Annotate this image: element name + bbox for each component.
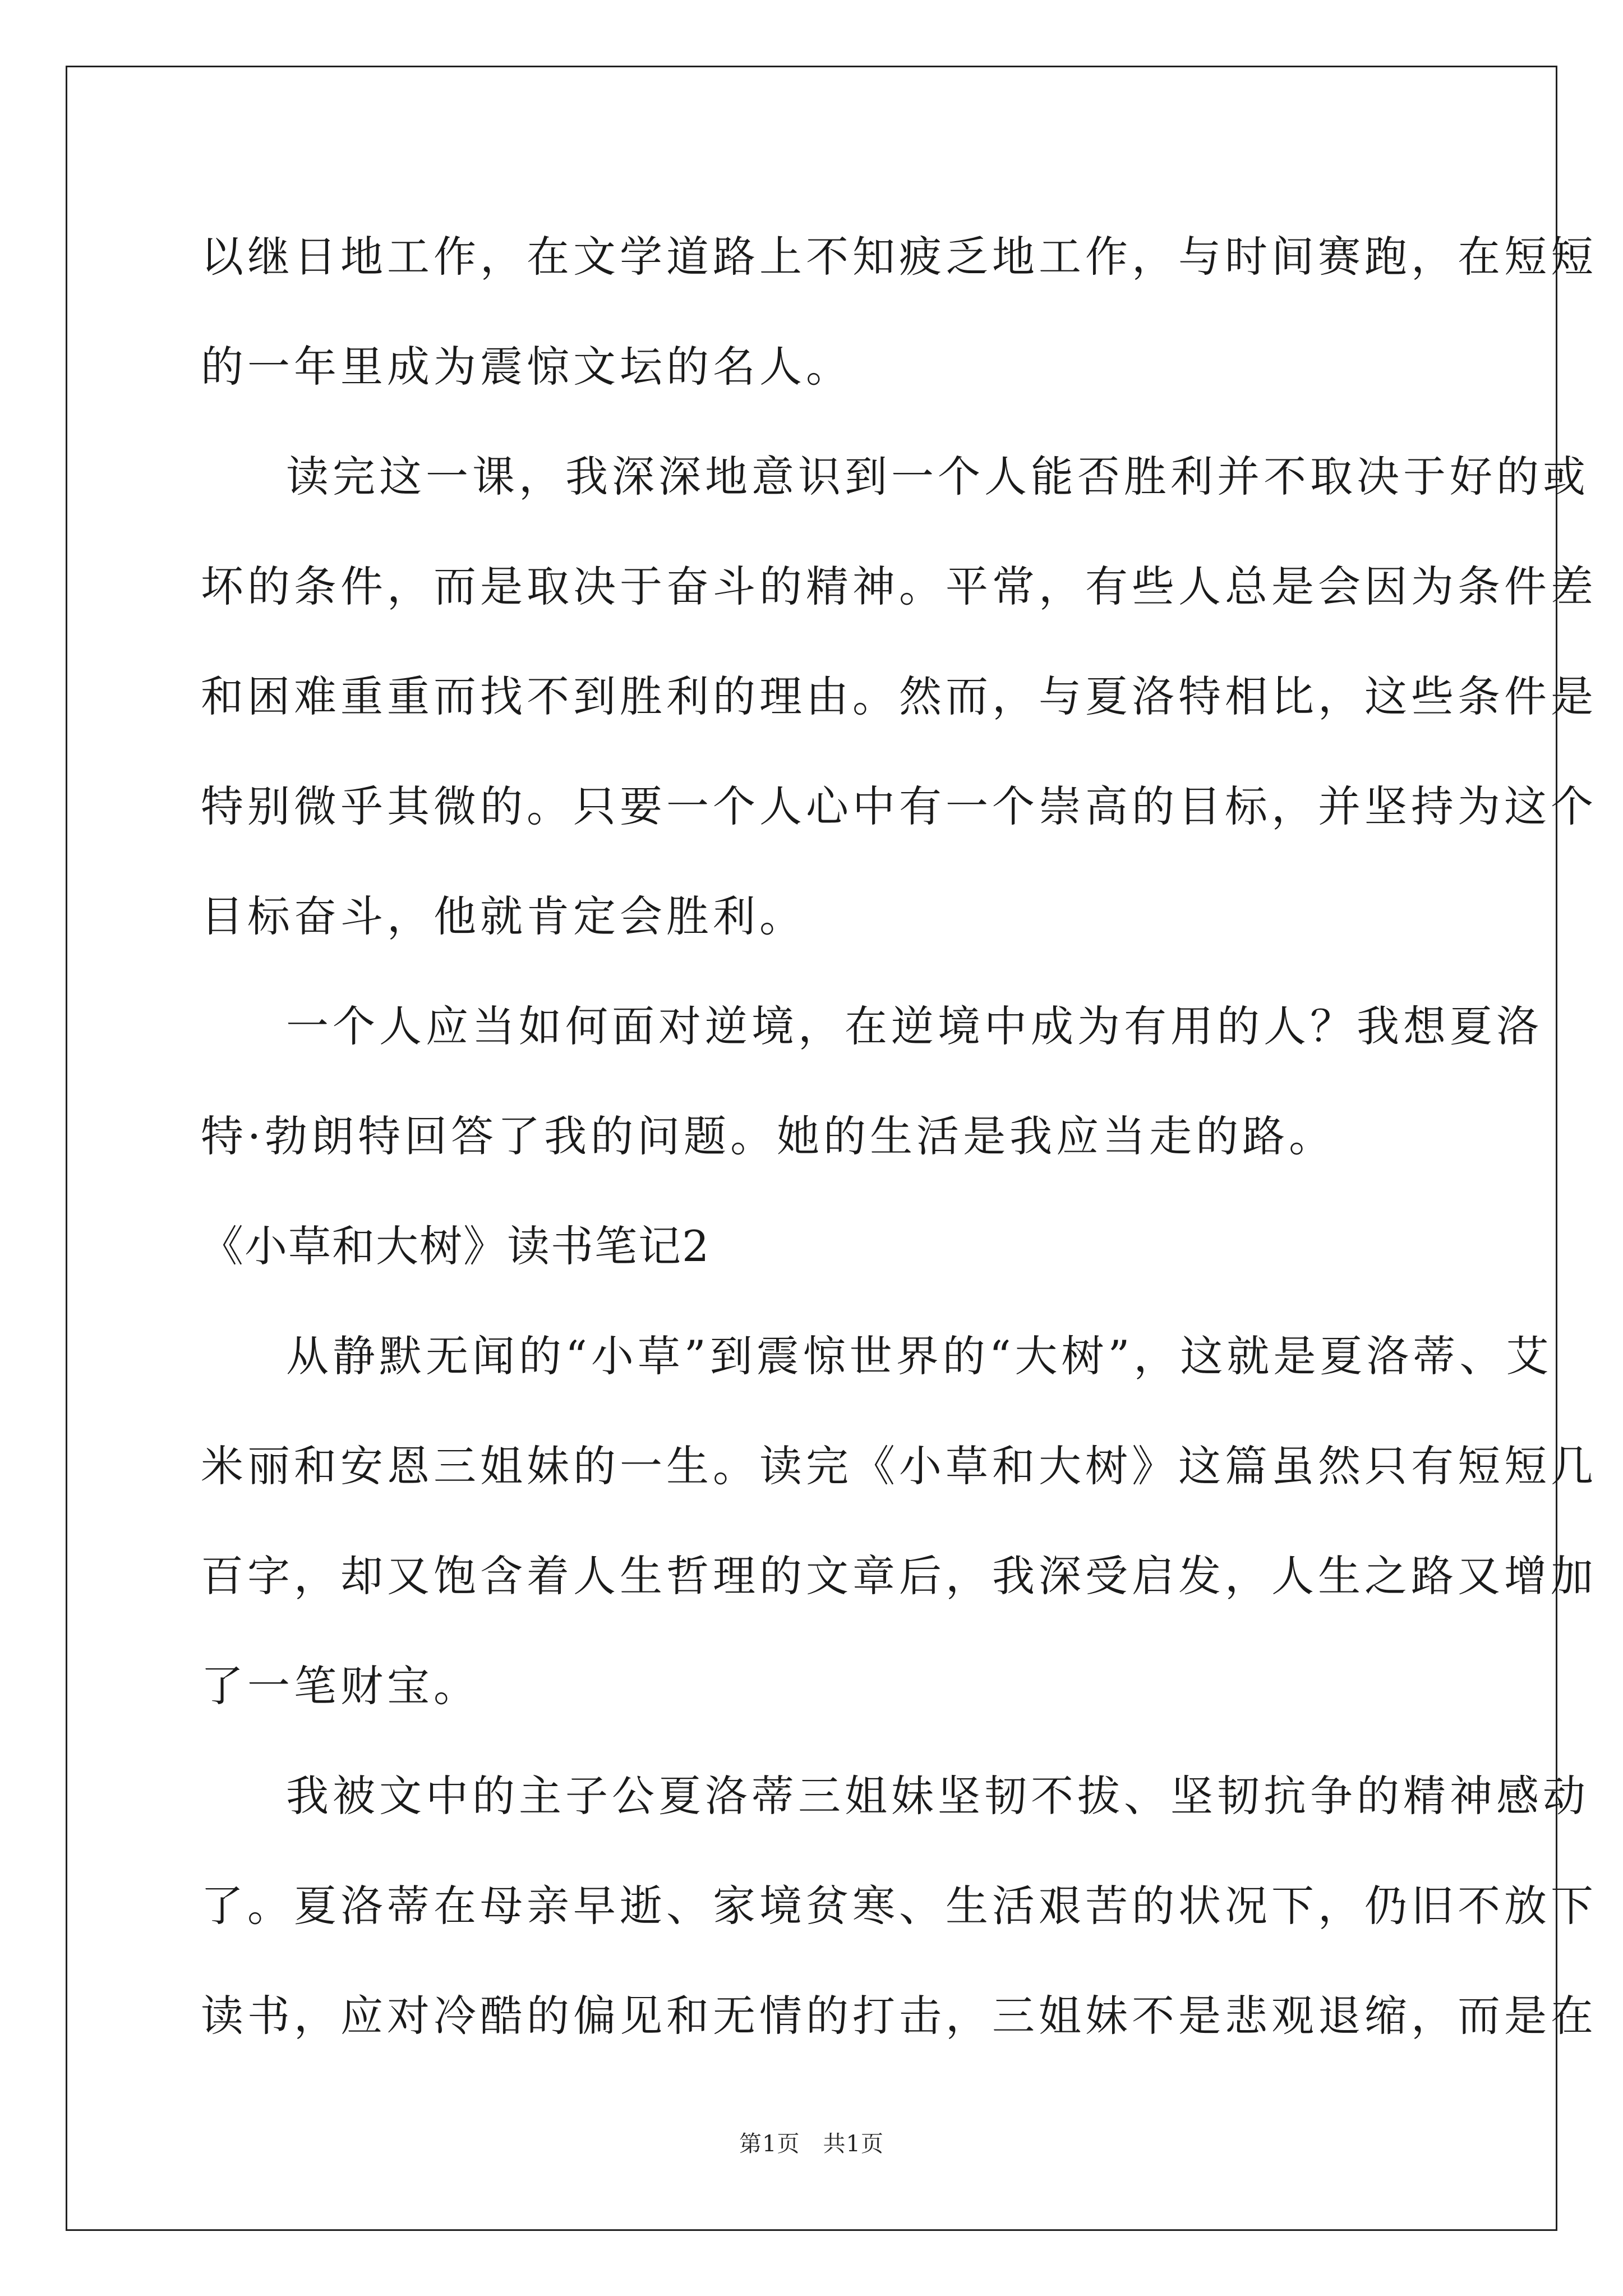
text-line: 目标奋斗，他就肯定会胜利。 — [201, 891, 806, 941]
text-line: 和困难重重而找不到胜利的理由。然而，与夏洛特相比，这些条件是 — [201, 671, 1597, 721]
paragraph-start-line: 从静默无闻的“小草”到震惊世界的“大树”，这就是夏洛蒂、艾 — [286, 1331, 1553, 1381]
text-line: 了一笔财宝。 — [201, 1661, 480, 1711]
section-heading: 《小草和大树》读书笔记2 — [201, 1221, 711, 1271]
paragraph-start-line: 一个人应当如何面对逆境，在逆境中成为有用的人？我想夏洛 — [286, 1001, 1543, 1051]
page-footer: 第1页 共1页 — [739, 2131, 884, 2157]
text-line: 读书，应对冷酷的偏见和无情的打击，三姐妹不是悲观退缩，而是在 — [201, 1991, 1597, 2041]
text-line: 以继日地工作，在文学道路上不知疲乏地工作，与时间赛跑，在短短 — [201, 232, 1597, 282]
paragraph-start-line: 读完这一课，我深深地意识到一个人能否胜利并不取决于好的或 — [286, 452, 1589, 501]
text-line: 特别微乎其微的。只要一个人心中有一个崇高的目标，并坚持为这个 — [201, 781, 1597, 831]
document-body — [201, 202, 1597, 2071]
paragraph-start-line: 我被文中的主子公夏洛蒂三姐妹坚韧不拔、坚韧抗争的精神感动 — [286, 1771, 1589, 1821]
text-line: 坏的条件，而是取决于奋斗的精神。平常，有些人总是会因为条件差 — [201, 562, 1597, 611]
text-line: 百字，却又饱含着人生哲理的文章后，我深受启发，人生之路又增加 — [201, 1551, 1597, 1601]
text-line: 特·勃朗特回答了我的问题。她的生活是我应当走的路。 — [201, 1111, 1336, 1161]
text-line: 米丽和安恩三姐妹的一生。读完《小草和大树》这篇虽然只有短短几 — [201, 1441, 1597, 1491]
text-line: 了。夏洛蒂在母亲早逝、家境贫寒、生活艰苦的状况下，仍旧不放下 — [201, 1881, 1597, 1931]
text-line: 的一年里成为震惊文坛的名人。 — [201, 342, 852, 392]
